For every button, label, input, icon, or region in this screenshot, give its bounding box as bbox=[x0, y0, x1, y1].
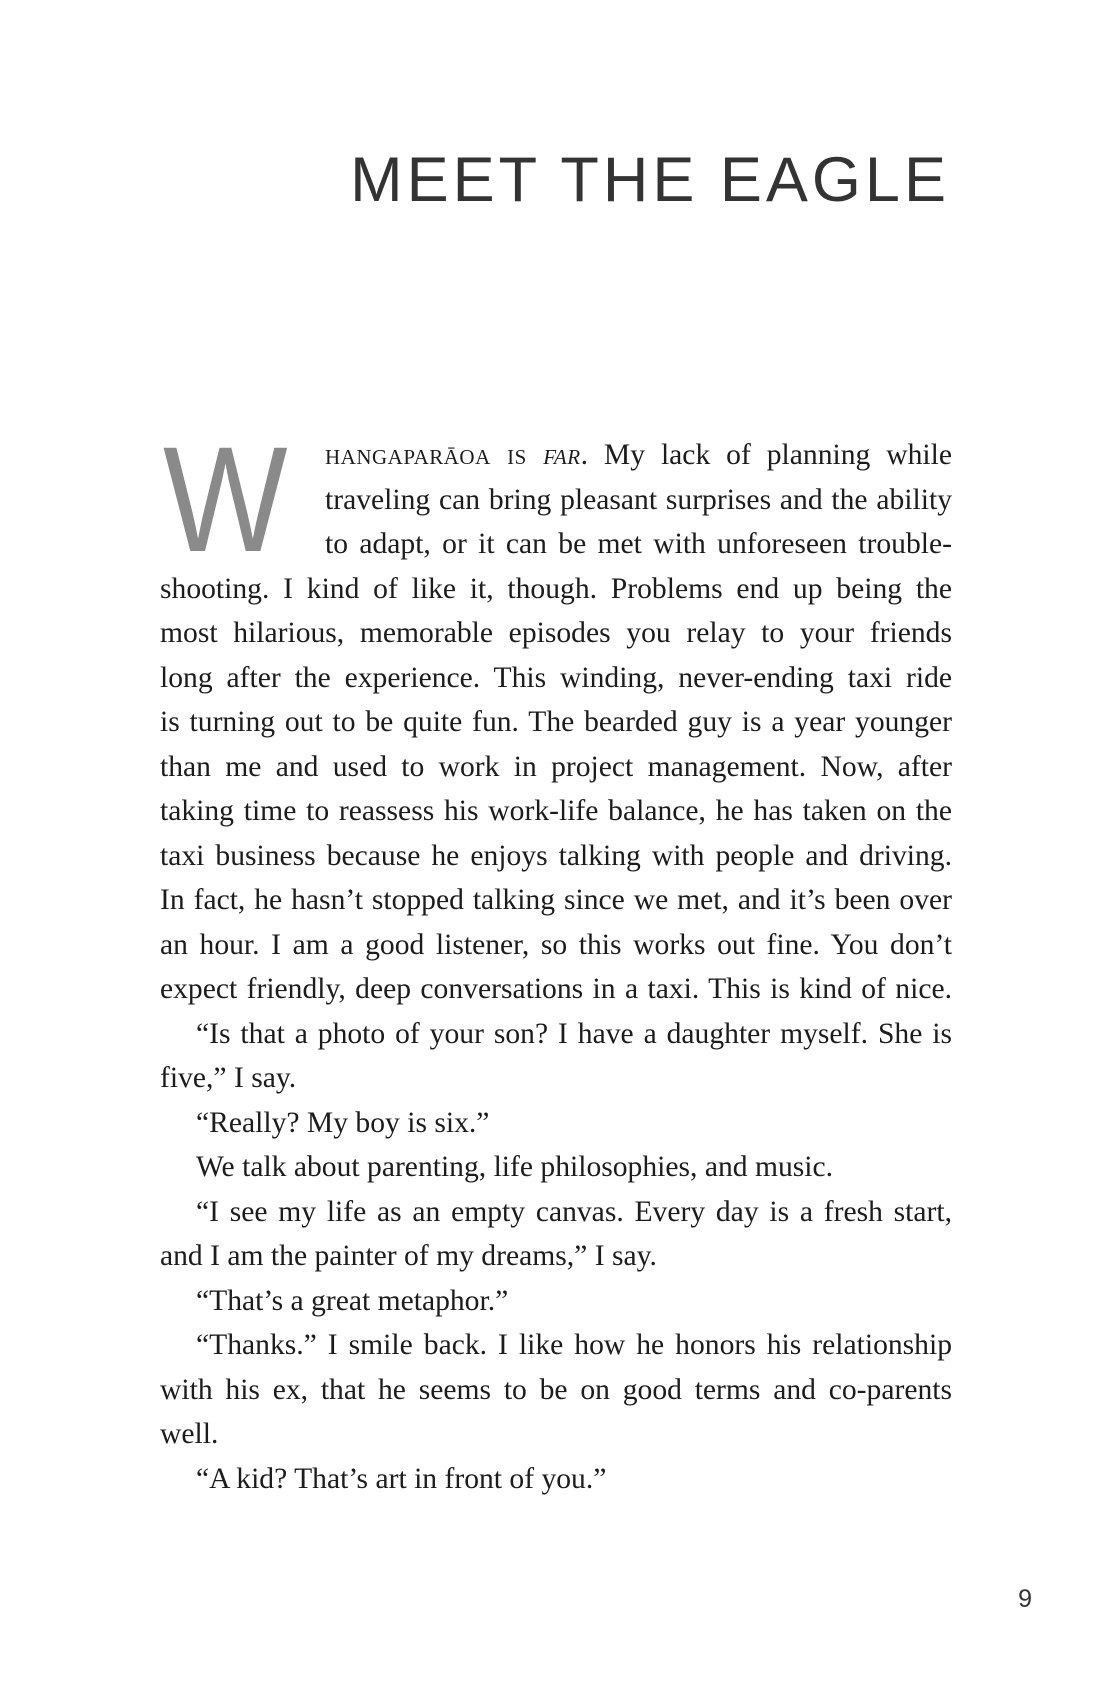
paragraph bbox=[160, 1190, 952, 1279]
text-line: shooting. I kind of like it, though. Problems end up being the bbox=[160, 572, 952, 605]
drop-cap: W bbox=[163, 415, 288, 583]
text-line: “A kid? That’s art in front of you.” bbox=[196, 1462, 607, 1495]
text-line: In fact, he hasn’t stopped talking since we met, and it’s been over bbox=[160, 884, 952, 916]
paragraph bbox=[160, 1457, 952, 1502]
text-line: to adapt, or it can be met with unforeseen trouble- bbox=[325, 528, 952, 560]
text-line: “Thanks.” I smile back. I like how he honors his relationship bbox=[196, 1329, 952, 1361]
text-line: taxi business because he enjoys talking with people and driving. bbox=[160, 839, 952, 872]
text-line: traveling can bring pleasant surprises and the ability bbox=[325, 483, 952, 516]
paragraph bbox=[160, 1145, 952, 1190]
text-segment-normal: . My lack of planning while bbox=[580, 439, 952, 471]
text-line: five,” I say. bbox=[160, 1062, 297, 1094]
text-line: taking time to reassess his work-life balance, he has taken on the bbox=[160, 795, 952, 827]
text-line: “Really? My boy is six.” bbox=[196, 1106, 490, 1139]
text-line: is turning out to be quite fun. The bearded guy is a year younger bbox=[160, 706, 952, 738]
text-segment-smallcaps: hangaparāoa is bbox=[325, 439, 544, 471]
paragraph bbox=[160, 1012, 952, 1101]
text-line: well. bbox=[160, 1418, 219, 1450]
paragraph bbox=[160, 1279, 952, 1324]
text-line: “That’s a great metaphor.” bbox=[196, 1284, 509, 1317]
text-line: We talk about parenting, life philosophies, and music. bbox=[196, 1151, 834, 1183]
text-line: most hilarious, memorable episodes you relay to your friends bbox=[160, 617, 952, 649]
paragraph bbox=[160, 1101, 952, 1146]
page-number: 9 bbox=[1018, 1585, 1032, 1613]
text-segment-smallcaps-italic: far bbox=[543, 439, 581, 471]
text-line: an hour. I am a good listener, so this works out fine. You don’t bbox=[160, 928, 952, 961]
text-line: “I see my life as an empty canvas. Every day is a fresh start, bbox=[196, 1195, 952, 1228]
text-line: with his ex, that he seems to be on good terms and co-parents bbox=[160, 1373, 952, 1406]
chapter-body bbox=[160, 415, 952, 1501]
text-line: “Is that a photo of your son? I have a daughter myself. She is bbox=[196, 1017, 952, 1050]
text-line: and I am the painter of my dreams,” I say. bbox=[160, 1240, 657, 1272]
text-line: than me and used to work in project management. Now, after bbox=[160, 750, 952, 783]
paragraph bbox=[160, 1323, 952, 1457]
chapter-title: MEET THE EAGLE bbox=[350, 145, 950, 215]
text-line: expect friendly, deep conversations in a taxi. This is kind of nice. bbox=[160, 973, 952, 1005]
text-line: long after the experience. This winding, never-ending taxi ride bbox=[160, 661, 952, 694]
